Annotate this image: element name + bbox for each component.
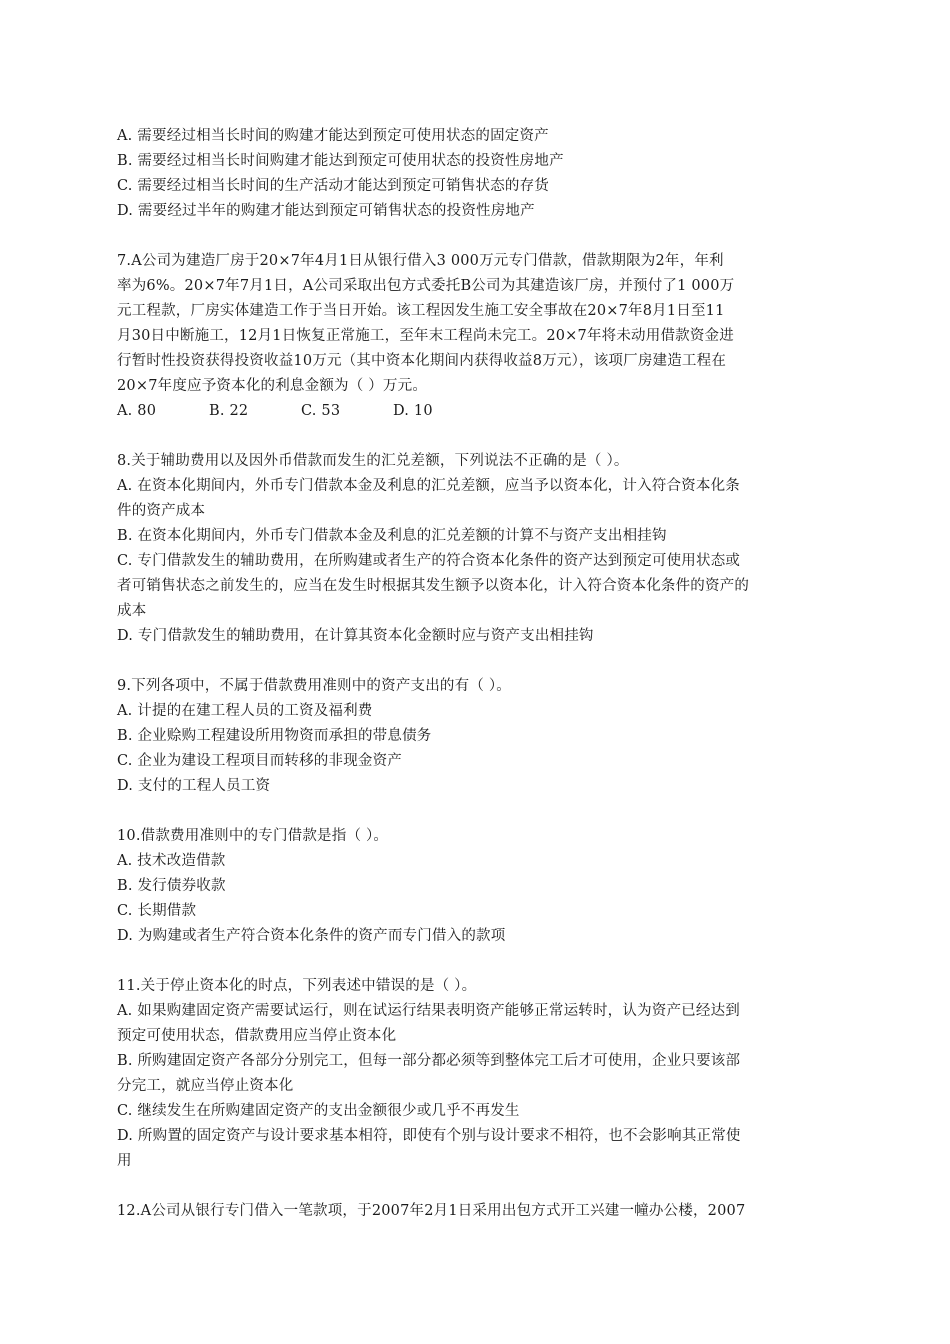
option-a: A. 技术改造借款: [117, 853, 226, 869]
question-8: [117, 449, 837, 649]
question-text-line: 20×7年度应予资本化的利息金额为（ ）万元。: [117, 378, 428, 394]
option-b: B. 企业赊购工程建设所用物资而承担的带息债务: [117, 728, 432, 744]
option-d-cont: 用: [117, 1153, 132, 1169]
question-stem: 11.关于停止资本化的时点，下列表述中错误的是（ ）。: [117, 978, 477, 994]
question-text-line: 元工程款，厂房实体建造工作于当日开始。该工程因发生施工安全事故在20×7年8月1日至11: [117, 303, 725, 319]
option-d: D. 支付的工程人员工资: [117, 778, 271, 794]
option-c: C. 企业为建设工程项目而转移的非现金资产: [117, 753, 402, 769]
question-stem: 12.A公司从银行专门借入一笔款项，于2007年2月1日采用出包方式开工兴建一幢办公楼，2007: [117, 1203, 746, 1219]
option-b: B. 发行债券收款: [117, 878, 226, 894]
option-a-cont: 预定可使用状态，借款费用应当停止资本化: [117, 1028, 397, 1044]
option-a: A. 如果购建固定资产需要试运行，则在试运行结果表明资产能够正常运转时，认为资产已经达到: [117, 1003, 740, 1019]
question-stem: 9.下列各项中，不属于借款费用准则中的资产支出的有（ ）。: [117, 678, 511, 694]
question-text-line: 行暂时性投资获得投资收益10万元（其中资本化期间内获得收益8万元），该项厂房建造工程在: [117, 353, 727, 369]
option-a: A. 计提的在建工程人员的工资及福利费: [117, 703, 373, 719]
option-d: D. 专门借款发生的辅助费用，在计算其资本化金额时应与资产支出相挂钩: [117, 628, 594, 644]
option-c: C. 专门借款发生的辅助费用，在所购建或者生产的符合资本化条件的资产达到预定可使用状态或: [117, 553, 741, 569]
option-b: B. 22: [209, 403, 249, 419]
question-stem: 10.借款费用准则中的专门借款是指（ ）。: [117, 828, 389, 844]
option-a: A. 需要经过相当长时间的购建才能达到预定可使用状态的固定资产: [117, 128, 549, 144]
question-text-line: 率为6%。20×7年7月1日，A公司采取出包方式委托B公司为其建造该厂房，并预付了1 000万: [117, 278, 735, 294]
question-12: [117, 1199, 837, 1224]
option-d: D. 所购置的固定资产与设计要求基本相符，即使有个别与设计要求不相符，也不会影响其正常使: [117, 1128, 741, 1144]
option-b-cont: 分完工，就应当停止资本化: [117, 1078, 294, 1094]
option-b: B. 所购建固定资产各部分分别完工，但每一部分都必须等到整体完工后才可使用，企业只要该部: [117, 1053, 741, 1069]
question-text-line: 7.A公司为建造厂房于20×7年4月1日从银行借入3 000万元专门借款，借款期限为2年，年利: [117, 253, 724, 269]
document-page: [117, 124, 837, 1224]
question-7-options: [117, 399, 837, 424]
option-d: D. 为购建或者生产符合资本化条件的资产而专门借入的款项: [117, 928, 506, 944]
question-6-options: [117, 124, 837, 224]
option-c: C. 53: [301, 403, 341, 419]
question-text-line: 月30日中断施工，12月1日恢复正常施工，至年末工程尚未完工。20×7年将未动用借款资金进: [117, 328, 734, 344]
option-a: A. 在资本化期间内，外币专门借款本金及利息的汇兑差额，应当予以资本化，计入符合资本化条: [117, 478, 740, 494]
option-c: C. 长期借款: [117, 903, 197, 919]
question-11: [117, 974, 837, 1174]
option-c: C. 继续发生在所购建固定资产的支出金额很少或几乎不再发生: [117, 1103, 520, 1119]
question-7: [117, 249, 837, 424]
question-stem: 8.关于辅助费用以及因外币借款而发生的汇兑差额，下列说法不正确的是（ ）。: [117, 453, 629, 469]
question-9: [117, 674, 837, 799]
option-d: D. 需要经过半年的购建才能达到预定可销售状态的投资性房地产: [117, 203, 535, 219]
option-a: A. 80: [117, 403, 157, 419]
question-10: [117, 824, 837, 949]
option-c-cont: 成本: [117, 603, 147, 619]
option-c: C. 需要经过相当长时间的生产活动才能达到预定可销售状态的存货: [117, 178, 549, 194]
option-c-cont: 者可销售状态之前发生的，应当在发生时根据其发生额予以资本化，计入符合资本化条件的资产的: [117, 578, 750, 594]
option-a-cont: 件的资产成本: [117, 503, 206, 519]
option-b: B. 需要经过相当长时间购建才能达到预定可使用状态的投资性房地产: [117, 153, 564, 169]
option-d: D. 10: [393, 403, 433, 419]
option-b: B. 在资本化期间内，外币专门借款本金及利息的汇兑差额的计算不与资产支出相挂钩: [117, 528, 667, 544]
